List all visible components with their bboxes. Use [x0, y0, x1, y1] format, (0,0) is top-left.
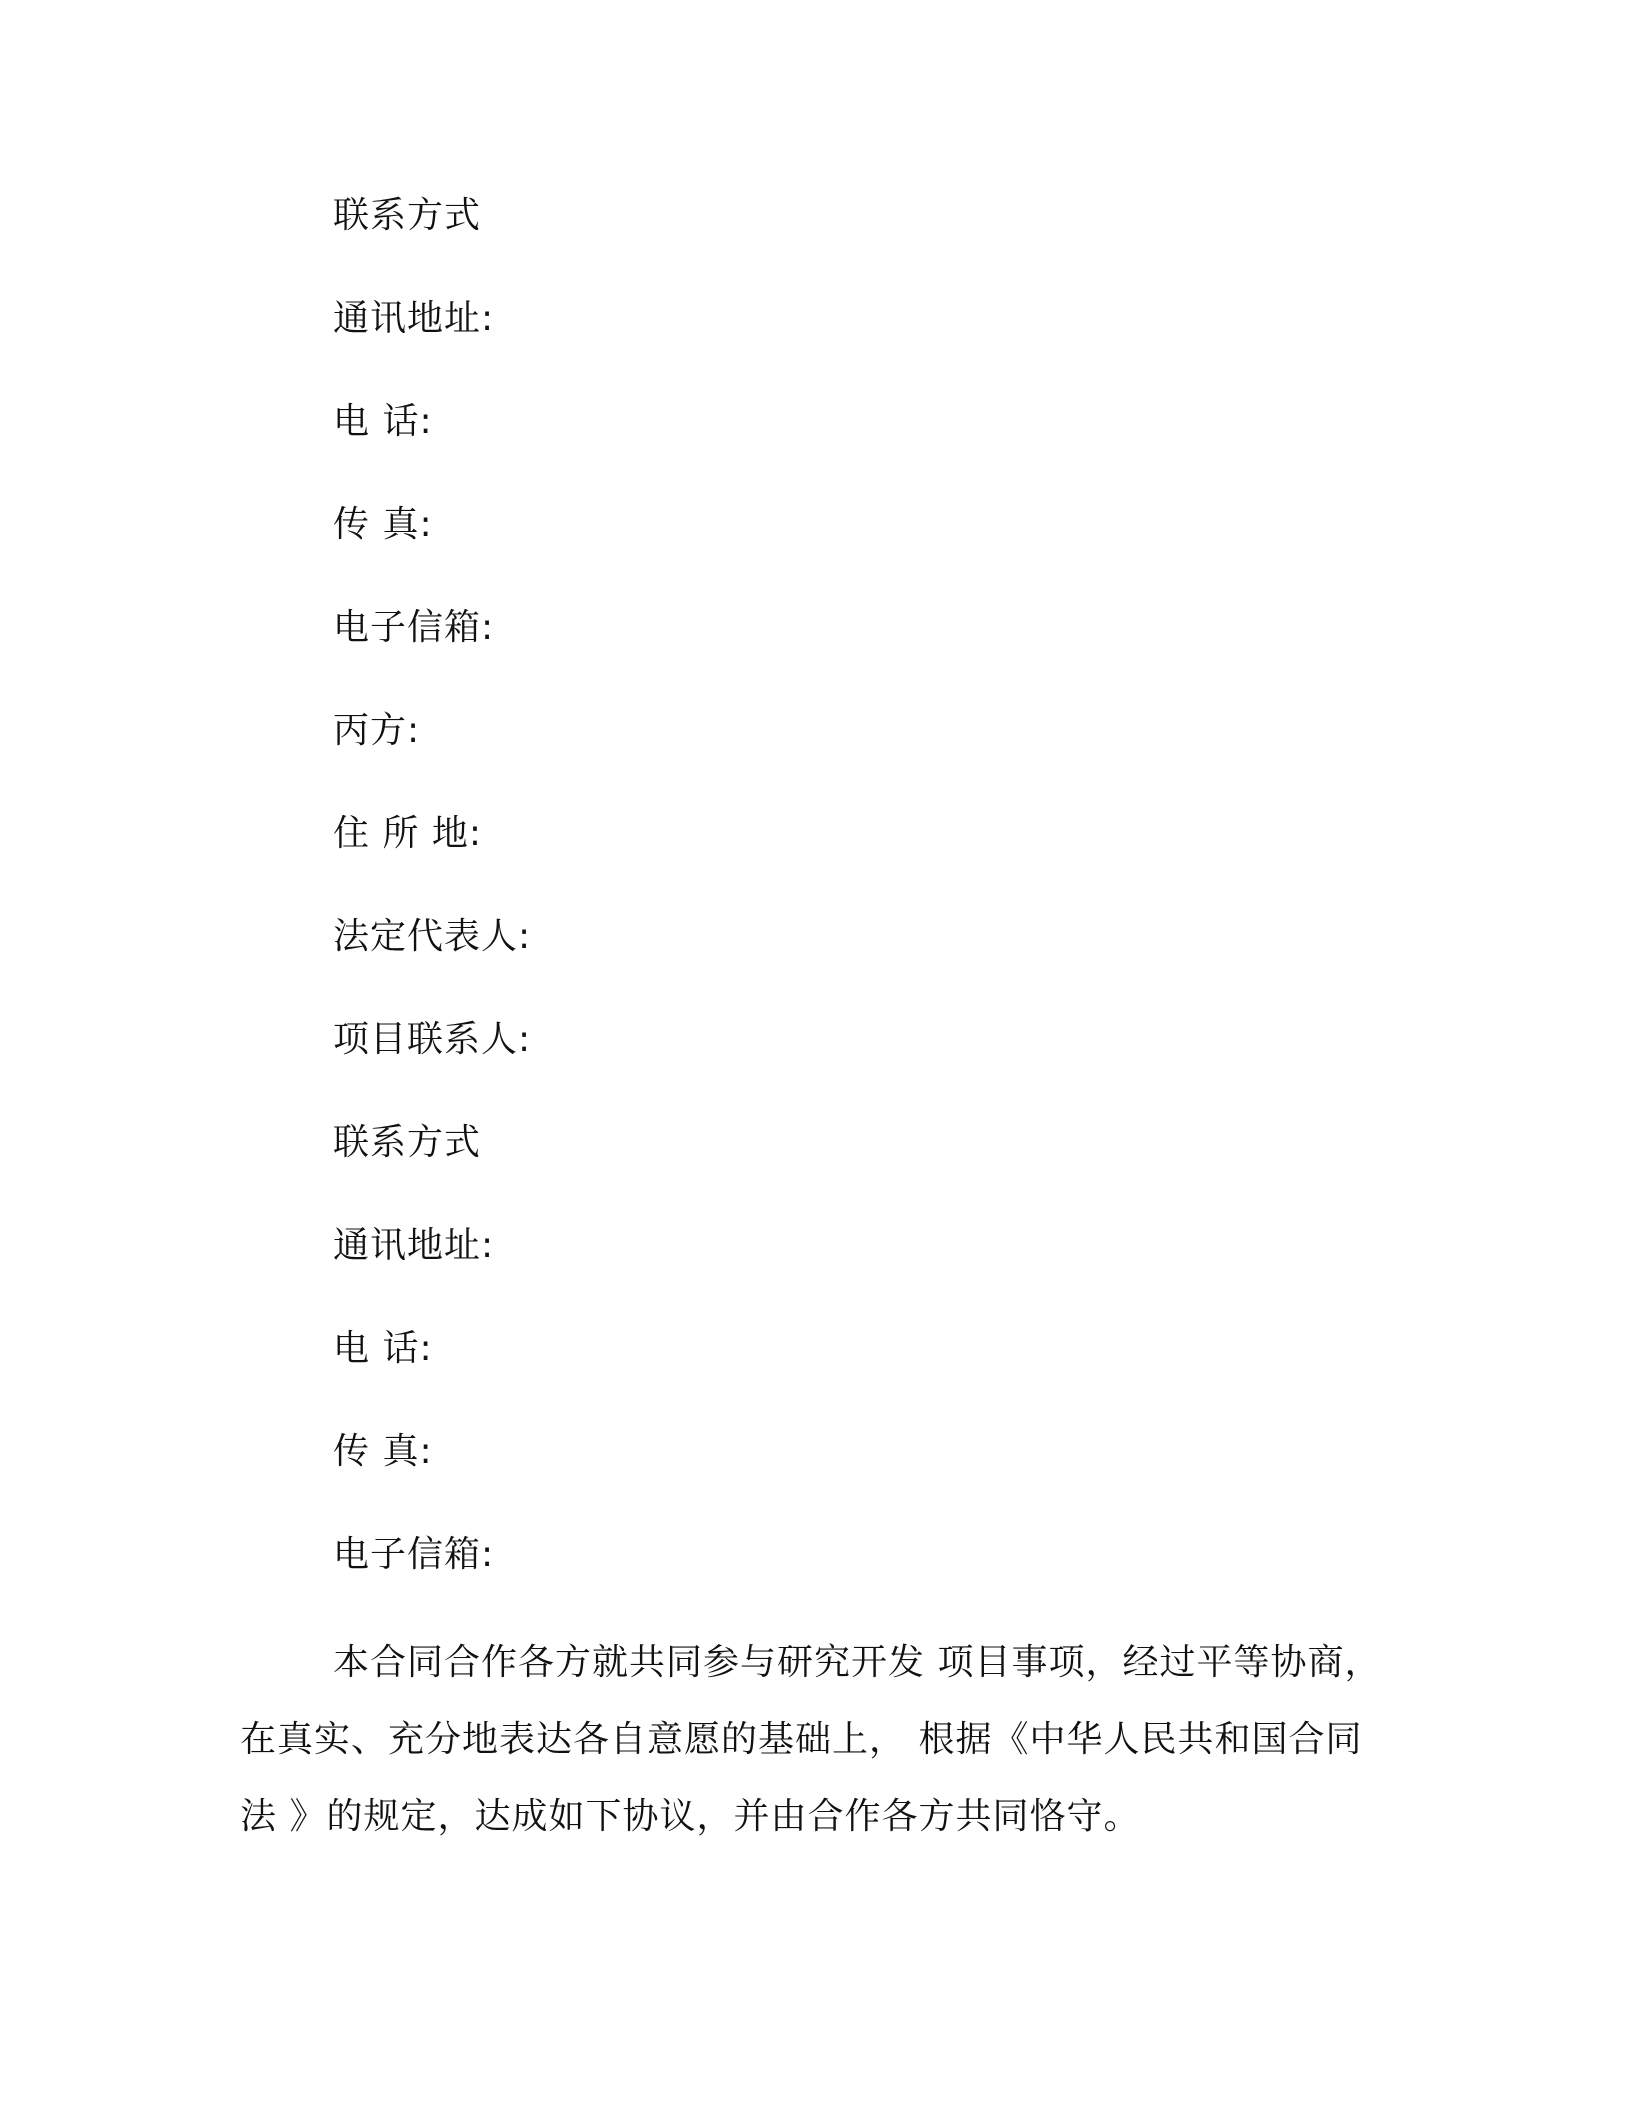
email-label: 电子信箱:: [333, 607, 495, 648]
legal-representative-label: 法定代表人:: [333, 916, 532, 957]
fax-label: 传 真:: [333, 1431, 433, 1472]
mailing-address-label: 通讯地址:: [333, 1225, 495, 1266]
paragraph-line: 法 》的规定，达成如下协议，并由合作各方共同恪守。: [240, 1796, 1141, 1837]
paragraph-line: 在真实、充分地表达各自意愿的基础上， 根据《中华人民共和国合同: [240, 1719, 1363, 1760]
email-label: 电子信箱:: [333, 1534, 495, 1575]
project-contact-label: 项目联系人:: [333, 1019, 532, 1060]
fax-label: 传 真:: [333, 504, 433, 545]
phone-label: 电 话:: [333, 1328, 433, 1369]
contact-method-label: 联系方式: [333, 195, 482, 236]
phone-label: 电 话:: [333, 401, 433, 442]
agreement-paragraph: [240, 1624, 1390, 1855]
domicile-label: 住 所 地:: [333, 813, 483, 854]
mailing-address-label: 通讯地址:: [333, 298, 495, 339]
paragraph-line: 本合同合作各方就共同参与研究开发 项目事项，经过平等协商，: [333, 1642, 1382, 1683]
party-c-label: 丙方:: [333, 710, 421, 751]
contact-method-label: 联系方式: [333, 1122, 482, 1163]
